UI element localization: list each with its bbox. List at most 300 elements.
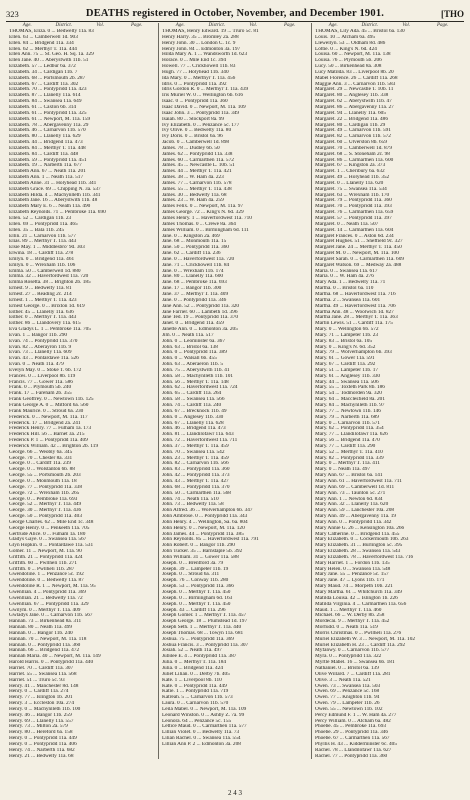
register-entry: Myrtle Mabel. 16 ... Swansea 6b. 181 (315, 660, 395, 666)
register-entry: Harriet. 51 ... Truro 5c. 93 (9, 677, 65, 683)
register-entry: Percy William. 0 ... Atcham 6a. 482 (315, 718, 391, 724)
register-entry: John. 0 ... Anglesey 11b. 330 (162, 414, 224, 420)
register-entry: Lettice Maud. 0 ... Carmarthen 11a. 577 (162, 724, 247, 730)
register-entry: THOMAS, Eliza. 0 ... Bedwelty 11a. 83 (9, 29, 94, 34)
register-entry: Mary Ann. 32 ... Llanelly 11a. 620 (315, 502, 389, 508)
register-entry: Mary Catherine. 0 ... Bridgend 11a. 455 (315, 531, 400, 537)
register-entry: Elizabeth. 19 ... Narberth 11a. 677 (9, 163, 82, 169)
register-entry: Phoebe. 67 ... Carmarthen 11a. 567 (315, 736, 390, 742)
register-entry: Mary Ann. 0 ... Pontypridd 11a. 342 (315, 519, 392, 525)
register-entry: Mary. 0 ... Wellington 6b. 572 (315, 327, 379, 333)
register-entry: Leonard Winston. 0 ... Ashby Z. 7a. 99 (162, 712, 245, 718)
register-entry: Ivy Doris. 0 ... Bristol 6a. 96 (162, 134, 223, 140)
register-entry: Mary. 62 ... Pontypridd 11a. 354 (315, 426, 384, 432)
register-entry: Mary. 71 ... Lampeter 11b. 23 (315, 332, 379, 338)
register-entry: Mary. 77 ... Newtown 11b. 146 (315, 408, 381, 414)
register-entry: Elizabeth. 57 ... Ledbur 6a. 372 (9, 64, 76, 70)
register-entry: Howell. 77 ... Crickhowell 11b. 83 (162, 64, 236, 70)
register-entry: Ellen. 62 ... Merthyr T. 11a. 444 (9, 46, 77, 52)
page-header (6, 5, 464, 19)
register-entry: John William. 31 ... Gower 11a. 588 (162, 554, 239, 560)
register-entry: Jubilee E. 4 ... Pontypridd 11a. 387 (162, 654, 237, 660)
register-entry: Margaret Frances. 0 ... Aston 6d. 234 (315, 233, 394, 239)
register-entry: Evan. 43 ... Pontardawe 11a. 526 (9, 356, 79, 362)
register-entry: Emma Rosetta. 38 ... Brighton 2b. 185 (9, 280, 91, 286)
register-entry: Mary. 83 ... Bristol 6a. 105 (315, 338, 373, 344)
register-entry: Margaret. 70 ... Camberwell 1d. 879 (315, 145, 392, 151)
register-entry: John Reynolds. 85 ... Haverfordwest 11a. 791 (162, 537, 259, 543)
register-entry: Henry. 0 ... Machynlleth 11b. 100 (9, 706, 81, 712)
register-entry: John. 62 ... Haverfordwest 11a. 724 (162, 385, 238, 391)
register-entry: George. 77 ... Pontypridd 11a. 338 (9, 484, 82, 490)
register-entry: George. 52 ... Merthyr T. 11a. 449 (9, 502, 82, 508)
register-entry: John. 50 ... Carmarthen 11a. 568 (162, 490, 231, 496)
register-entry: Josiah. 52 ... Neath 11a. 497 (162, 648, 222, 654)
register-entry: Mabel Florence. 26 ... Cardiff 11a. 268 (315, 75, 398, 81)
register-entry: George Charles. 62 ... Mile End 1c. 348 (9, 519, 94, 525)
register-entry: Mary Elizabeth. 78 ... Haverfordwest 11a. 716 (315, 554, 414, 560)
register-entry: Jane. 80 ... Llanelly 11a. 600 (162, 274, 223, 280)
register-entry: Margaret. 67 ... Kingston 2a. 373 (315, 163, 386, 169)
register-entry: Frank Maurice. 0 ... Stroud 6a. 230 (9, 408, 84, 414)
register-entry: Francis. 77 ... Gower 11a. 586 (9, 379, 73, 385)
register-entry: Ellen Ann. 75 ... St. Geo. H. Sq. 1a. 329 (9, 52, 94, 58)
register-entry: George. 72 ... Wrexham 11b. 265 (9, 490, 80, 496)
register-entry: George. 30 ... Merthyr T. 11a. 436 (9, 508, 82, 514)
page-number: 323 (6, 9, 19, 19)
register-entry: Joshua. 75 ... Pontypridd 11a. 369 (162, 636, 234, 642)
register-entry: Jim. 0 ... Neath 11a. 517 (162, 332, 214, 338)
register-entry: Jane. 68 ... Monmouth 11a. 15 (162, 239, 227, 245)
register-entry: Joseph. 39 ... Lampeter 11b. 19 (162, 566, 229, 572)
register-entry: Mary Ann. 69 ... Camberwell 1d. 811 (315, 484, 395, 490)
register-entry: Michael. 66 ... W. Derby 8b. 258 (315, 613, 385, 619)
register-entry: Mary Harriet. 1 ... Fordon 11b. 135 (315, 560, 390, 566)
register-entry: James. 62 ... Pontypridd 11a. 338 (162, 151, 233, 157)
register-entry: Ernest George. 0 ... Brixton 1d. 619 (9, 303, 85, 309)
register-entry: Margaret. 22 ... Bridgend 11a. 486 (315, 116, 388, 122)
register-entry: Elizabeth. 87 ... Llanelly 11a. 614 (9, 93, 81, 99)
register-entry: Joseph. 76 ... Conway 11b. 280 (162, 578, 229, 584)
register-entry: Hannah. 66 ... Bridgend 11a. 472 (9, 648, 80, 654)
page-footer-signature: 2 4 3 (228, 789, 242, 797)
register-entry: Jane. 71 ... Crickhowell 11b. 84 (162, 262, 230, 268)
register-entry: Margaret. 79 ... Pontypridd 11a. 360 (315, 198, 392, 204)
register-entry: Henry. 77 ... Islington 1b. 201 (9, 695, 73, 701)
register-entry: Mary. 54 ... Todmorden 9a. 320 (315, 391, 382, 397)
register-entry: John. 63 ... Bristol 6a. 138 (162, 344, 218, 350)
register-entry: Mary Jane. 47 ... Lyons 11b. 171 (315, 578, 385, 584)
register-entry: Mary Annie G. 26 ... Kensington 10a. 266 (315, 525, 405, 531)
register-entry: Julia. 0 ... Merthyr T. 11a. 184 (162, 660, 227, 666)
register-entry: Phyllis H. 43 ... Kidderminster 6c. 405 (315, 741, 397, 747)
register-entry: Joseph. 0 ... Stroud 6a. 311 (162, 572, 220, 578)
register-entry: Margaret. 70 ... Pontypridd 11a. 393 (315, 204, 392, 210)
register-entry: John. 82 ... Carnarvon 11b. 566 (162, 461, 229, 467)
register-entry: Henry. 21 ... Bedwelty 11a. 68 (9, 753, 74, 759)
heading-district: District. (55, 23, 73, 28)
register-entry: Margaret. 62 ... Aberystwith 11b. 47 (315, 99, 392, 105)
register-entry: Evan. 82 ... Aberayron 11b. 9 (9, 344, 72, 350)
register-entry: John Tucker. 35 ... Barnstaple 5b. 392 (162, 549, 243, 555)
register-entry: Louisa. 60 ... Newport, M. 11a. 138 (315, 52, 391, 58)
register-entry: Elwina. 18 ... Cardiff 11a. 278 (9, 251, 74, 257)
register-entry: James. 77 ... Carnarvon 11b. 578 (162, 180, 232, 186)
heading-page: Page. (436, 23, 449, 28)
register-entry: Martha Jane. 28 ... Merthyr T. 11a. 363 (315, 315, 398, 321)
register-entry: Mary Jane. 55 ... Penzance 5c. 157 (315, 572, 389, 578)
register-entry: James. 60 ... Carmarthen 11a. 572 (162, 157, 234, 163)
register-entry: Ellen. 52 ... Cardigan 11b. 23 (9, 216, 72, 221)
register-entry: John. 74 ... Neath 11a. 510 (162, 496, 219, 502)
register-entry: Ivy Elizabeth. 0 ... Penzance 5c. 177 (162, 122, 240, 128)
register-entry: Juliet Lilian. 0 ... Derby 7b. 405 (162, 671, 230, 677)
register-entry: Owen. 79 ... Lampeter 11b. 26 (315, 701, 380, 707)
register-entry: Mary. 52 ... Merthyr T. 11a. 410 (315, 449, 383, 455)
register-entry: James. 78 ... Dudley 6b. 50 (162, 145, 220, 151)
register-entry: Jane. 0 ... Wrexham 11b. 174 (162, 268, 224, 274)
register-entry: Esther. 86 ... Llandovery 11a. 615 (9, 321, 81, 327)
register-entry: Mary Ann. 59 ... Lanchester 10a. 208 (315, 508, 394, 514)
register-entry: Gomer. 11 ... Newport, M. 11a. 90 (9, 549, 82, 555)
register-entry: Matilda Virginia. 4 ... Carmarthen 11a. 656 (315, 601, 407, 607)
register-entry: Mary. 82 ... Pontypridd 11a. 339 (315, 455, 384, 461)
register-entry: Henry John. 84 ... Edmonton 3a. 197 (162, 46, 241, 52)
register-entry: John. 46 ... Bridgend 11a. 473 (162, 426, 226, 432)
register-entry: Ellin. 21 ... Carnarvon 11b. 577 (9, 233, 76, 239)
register-entry: Elizabeth Grace. 69 ... Chipping N. 3a. 537 (9, 186, 101, 192)
register-entry: Elizabeth. 84 ... Cardiff 11a. 448 (9, 151, 79, 157)
register-entry: Mary. 55 ... Toxteth Park 8b. 186 (315, 385, 385, 391)
register-entry: Griffith. 0 ... Pwllheli 11b. 287 (9, 566, 75, 572)
register-entry: Elizabeth. 61 ... Newport, M. 11a. 159 (9, 116, 91, 122)
register-entry: Gwenllian. 21 ... Bedwelty 11a. 72 (9, 595, 83, 601)
register-entry: John. 58 ... Machynlleth 11b. 101 (162, 373, 234, 379)
register-column (311, 23, 464, 759)
register-entry: Ellen. 63 ... Camberwell 1d. 903 (9, 34, 78, 40)
register-entry: Joseph Seth. 1 ... Merthyr T. 11a. 440 (162, 625, 242, 631)
register-entry: Margaret M. 0 ... Newport, M. 11a. 100 (315, 251, 399, 257)
register-entry: Mary. 44 ... Swansea 11a. 506 (315, 379, 379, 385)
register-entry: Hugh. 77 ... Holyhead 11b. 340 (162, 69, 229, 75)
register-entry: Mary Martha. 61 ... Whitchurch 11a. 349 (315, 590, 402, 595)
register-entry: Elizabeth Anne. 31 ... Holyhead 11b. 341 (9, 180, 97, 186)
register-entry: Elsie May. 1 ... Middlesbro' 9d. 303 (9, 245, 85, 251)
register-entry: George. 55 ... Portsmouth 2b. 203 (9, 473, 81, 479)
entry-list (9, 29, 155, 759)
register-entry: Gwenllian. 4 ... Pontypridd 11a. 369 (9, 590, 86, 595)
register-entry: Hannah Maria. 40 ... Newport, M. 11a. 149 (9, 654, 101, 660)
register-entry: Elizabeth. 44 ... Bridgend 11a. 473 (9, 140, 83, 146)
register-entry: John. 73 ... Bedwelty 11a. 58 (162, 502, 224, 508)
register-entry: Evan. 1 ... Bangor 11b. 290 (9, 332, 68, 338)
register-entry: Esther. 0 ... Merthyr T. 11a. 443 (9, 315, 77, 321)
register-entry: Margaret. 76 ... Carmarthen 11a. 659 (315, 210, 394, 216)
heading-page: Page. (283, 23, 296, 28)
register-entry: Margaret. 86 ... Abergavenny 11a. 27 (315, 104, 394, 110)
register-entry: Lilian Rachel. 0 ... Swansea 11a. 554 (162, 736, 241, 742)
register-entry: Ellen Jane. 40 ... Aberystwith 11b. 51 (9, 58, 89, 64)
register-entry: John. 0 ... Walsall 6b. 455 (162, 356, 217, 362)
register-entry: Owen. 73 ... Swansea 11a. 503 (315, 683, 381, 689)
register-entry: Elizabeth. 61 ... Caxton 6b. 314 (9, 104, 77, 110)
register-entry: Margaret. 0 ... Llanelly 11a. 620 (315, 180, 384, 186)
register-entry: John. 68 ... Pontypridd 11a. 370 (162, 484, 230, 490)
register-entry: Ivy Olive. 0 ... Bedwelty 11a. 80 (162, 128, 232, 134)
register-entry: Margaret. 49 ... Carnarvon 11b. 591 (315, 128, 391, 134)
register-entry: Henry. 46 ... Bangor 11b. 259 (9, 712, 72, 718)
register-entry: John. 58 ... Swansea 11a. 566 (162, 397, 225, 403)
register-entry: Jane Farrier. 60 ... Lambeth 1d. 396 (162, 309, 238, 315)
register-entry: James Felix. 0 ... Newport, M. 11a. 97 (162, 204, 244, 210)
register-entry: Ernest. 9 ... Bedwelty 11a. 81 (9, 286, 72, 292)
register-entry: Leila Mabel. 0 ... Newport, M. 11a. 109 (162, 706, 247, 712)
register-entry: Gwenllian. 67 ... Pontypridd 11a. 329 (9, 601, 89, 607)
register-entry: Margaret. 82 ... Carnarvon 11b. 572 (315, 134, 391, 140)
register-entry: Elizabeth Hilda. 4 ... Machynlleth 11b. 341 (9, 192, 101, 198)
register-entry: Elizabeth. 80 ... Llanelly 11a. 629 (9, 134, 81, 140)
heading-age: Age. (328, 23, 338, 28)
register-entry: Ellen. 84 ... Bridgend 11a. 334 (9, 40, 74, 46)
register-entry: John. 42 ... Pontypridd 11a. 373 (162, 473, 230, 479)
register-entry: Henry Harry. 35 ... Bromley 2a. 288 (162, 34, 239, 40)
register-entry: Olive Willard. 7 ... Cardiff 11a. 281 (315, 671, 391, 677)
register-entry: Henry. 0 ... Pontypridd 11a. 449 (9, 736, 77, 742)
header-rule (6, 21, 464, 22)
register-entry: Joseph George. 18 ... Plumstead 1d. 197 (162, 619, 248, 625)
register-entry: Jane. 37 ... Merthyr T. 11a. 409 (162, 291, 229, 297)
register-entry: Mary. 79 ... Narberth 11a. 689 (315, 414, 379, 420)
register-entry: Joseph. 53 ... Pontypridd 11a. 366 (162, 584, 234, 590)
register-entry: Louisa. 76 ... Plymouth 5b. 206 (315, 58, 382, 64)
register-entry: THOMAS, Lily Ada. 45 ... Bristol 6a. 130 (315, 29, 405, 34)
register-entry: Gwladys Jane. 0 ... Carnarvon 11b. 567 (9, 613, 93, 619)
register-columns (6, 23, 464, 759)
register-entry: Margaret. 49 ... Holyhead 11b. 352 (315, 175, 390, 181)
register-entry: Gladys Gaye. 0 ... Swansea 11a. 567 (9, 537, 87, 543)
register-entry: Kate. 1 ... Liverpool 8b. 110 (162, 677, 222, 683)
heading-district: District. (208, 23, 226, 28)
register-entry: Henry. 0 ... Pontypridd 11a. 406 (9, 741, 77, 747)
register-entry: Mary Ann. 49 ... Abergavenny 11a. 19 (315, 514, 397, 520)
register-entry: Mary Elizabeth. 31 ... Burlington 5c. 395 (315, 543, 403, 549)
register-entry: James. 23 ... W. Ham 4a. 259 (162, 198, 224, 204)
register-entry: Lottie. 0 ... King's N. 6d. 424 (315, 46, 377, 52)
register-entry: Emlyn. 0 ... Wrexham 11b. 106 (9, 262, 76, 268)
register-entry: Mordecai. 9 ... Merthyr T. 11a. 452 (315, 619, 390, 625)
register-entry: James. 30 ... Bedwelty 11a. 68 (162, 192, 227, 198)
register-entry: Elizabeth. 61 ... Pontypridd 11a. 325 (9, 110, 87, 116)
register-entry: George. 0 ... Cardiff 11a. 239 (9, 461, 71, 467)
register-entry: Margaret. 75 ... Swansea 11a. 534 (315, 186, 387, 192)
register-entry: Margaret. 80 ... Cardigan 11b. 29 (315, 122, 386, 128)
register-entry: Margaret Watson. 69 ... Medway 2a. 488 (315, 262, 402, 268)
register-entry: Rachel. 77 ... Pontypridd 11a. 360 (315, 753, 388, 759)
register-entry: John. 65 ... Cardiff 11a. 264 (162, 391, 222, 397)
register-entry: Isaac David. 0 ... Newport, M. 11a. 109 (162, 104, 246, 110)
register-entry: Gwendoline R. 1 ... Newport, M. 11a. 95 (9, 584, 96, 590)
heading-vol: Vol. (402, 23, 411, 28)
register-entry: Henry. 0 ... Cardiff 11a. 274 (9, 689, 69, 695)
register-entry: Emma. 32 ... Haverfordwest 11a. 720 (9, 274, 89, 280)
register-entry: Jane. 0 ... Haverfordwest 11a. 720 (162, 256, 235, 262)
register-entry: Martha. 2 ... Swansea 11a. 601 (315, 297, 381, 303)
register-entry: Mary. 61 ... Anglesey 11b. 330 (315, 373, 381, 379)
register-entry: George Henry. 0 ... Penkeeth 11a. 705 (9, 525, 90, 531)
register-entry: Leonora. 64 ... Penzance 5c. 155 (162, 718, 232, 724)
register-entry: Margaret. 29 ... Newcastle T. 10b. 11 (315, 87, 394, 93)
register-entry: Owen. 55 ... Newtown 11b. 102 (315, 706, 383, 712)
register-entry: Elizabeth. 70 ... Pontypridd 11a. 423 (9, 87, 87, 93)
register-entry: John. 81 ... Llandilofawr 11a. 643 (162, 432, 234, 438)
register-entry: Elizabeth. 67 ... Cardiff 11a. 302 (9, 81, 79, 87)
register-entry: Laura. 0 ... Carnarvon 11b. 570 (162, 701, 229, 707)
register-entry: Frederick William. 42 ... Brighton 2b. 119 (9, 443, 99, 449)
entry-list (162, 29, 308, 748)
register-entry: Mary. 0 ... King's N. 6d. 352 (315, 344, 376, 350)
register-entry: Maria. 0 ... Swansea 11a. 617 (315, 268, 378, 274)
register-entry: Jane. 62 ... Cardiff 11a. 236 (162, 251, 221, 257)
register-entry: Percy Edmund F. 1 ... W. Ham 4a. 277 (315, 712, 397, 718)
register-entry: Mary. 0 ... Merthyr T. 11a. 411 (315, 461, 380, 467)
register-entry: Myra. 0 ... Pontypridd 11a. 322 (315, 654, 382, 660)
register-entry: James Thomas. 0 ... Crewe 8a. 364 (162, 221, 236, 227)
register-entry: Mary. 51 ... Lampeter 11b. 17 (315, 367, 379, 373)
register-entry: Margaret. 57 ... Pontypridd 11a. 397 (315, 216, 392, 221)
register-entry: Frederick P. 1 ... Pontypridd 11a. 409 (9, 438, 88, 444)
register-entry: Elizabeth Jane. 16 ... Aberystwith 11b. 48 (9, 198, 98, 204)
register-entry: Elizabeth. 34 ... Cardigan 11b. 7 (9, 69, 78, 75)
register-entry: Margaret. 14 ... Carmarthen 11a. 604 (315, 227, 394, 233)
register-entry: Evan. 74 ... Pontypridd 11a. 370 (9, 338, 78, 344)
register-entry: James George. 72 ... King's N. 6d. 329 (162, 210, 244, 216)
register-entry: Mary Ann. 67 ... Bristol 6a. 141 (315, 473, 383, 479)
register-entry: Matilda Louisa. 42 ... Islington 1b. 226 (315, 595, 398, 601)
register-entry: Jane. 17 ... Bangor 11b. 300 (162, 286, 222, 292)
register-entry: Elizabeth Ann. 67 ... Neath 11a. 201 (9, 169, 86, 175)
register-entry: George. 66 ... Weobly 6a. 345 (9, 449, 73, 455)
register-entry: George. 0 ... Wolstanton 6b. 88 (9, 467, 75, 473)
heading-vol: Vol. (96, 23, 105, 28)
register-entry: Joseph. 0 ... Birmingham 6d. 163 (162, 595, 233, 601)
register-entry: John. 0 ... Pontypridd 11a. 389 (162, 350, 227, 356)
heading-age: Age. (175, 23, 185, 28)
register-entry: Griffith. 60 ... Pwllheli 11b. 271 (9, 560, 77, 566)
register-entry: Frank. 0 ... Plymouth 5b. 240 (9, 385, 72, 391)
register-entry: Henry. 73 ... Milton 2a. 579 (9, 724, 68, 730)
register-entry: Isaac John. 3 ... Pontypridd 11a. 349 (162, 110, 240, 116)
register-entry: Julia. 0 ... Bridgend 11a. 424 (162, 665, 224, 671)
register-entry: Jacob. 0 ... Camberwell 1d. 898 (162, 140, 230, 146)
register-entry: Harriet. 55 ... Swansea 11a. 568 (9, 671, 77, 677)
register-entry: John. 43 ... Merthyr T. 11a. 427 (162, 478, 229, 484)
register-entry: Phoebe. 29 ... Pontypridd 11a. 346 (315, 730, 389, 736)
register-entry: Margaret. 94 ... Llanelly 11a. 605 (315, 110, 386, 116)
surname-tab: [THO (440, 9, 464, 19)
register-entry: James. 45 ... Newcastle L. 10b. 51 (162, 163, 235, 169)
register-entry: John Robert. 0 ... Bangor 11b. 290 (162, 543, 235, 549)
register-entry: Maggie Ann. 3 ... Carnarvon 11b. 583 (315, 81, 396, 87)
register-entry: Ernest. 27 ... Reading 2c. 214 (9, 291, 72, 297)
register-entry: James William. 0 ... Birmingham 6d. 111 (162, 227, 249, 233)
register-entry: Frank. 17 ... Fareham 2b. 355 (9, 391, 72, 397)
register-entry: Mary Elizabeth. 0 ... Cockermouth 10b. 263 (315, 537, 409, 543)
register-entry: George. 0 ... Monmouth 11a. 18 (9, 478, 77, 484)
register-entry: Henry. 3 ... Eccleston 10a. 274 (9, 701, 74, 707)
register-entry: Margaret. 86 ... Carmarthen 11a. 600 (315, 157, 394, 163)
heading-district: District. (361, 23, 379, 28)
register-entry: Margaret. 63 ... Wrexham 11b. 170 (315, 192, 390, 198)
register-entry: Margaret Jane. 24 ... Merthyr T. 11a. 450 (315, 245, 402, 251)
register-entry: Henry. 80 ... Hereford 6a. 158 (9, 730, 73, 736)
register-entry: John. 70 ... Swansea 11a. 542 (162, 449, 225, 455)
register-entry: James. 55 ... Merthyr T. 11a. 438 (162, 186, 232, 192)
register-entry: Gertrude Alice. 0 ... Fulham 1a. 180 (9, 531, 86, 537)
register-entry: Kate. 0 ... Pontypridd 11a. 449 (162, 683, 227, 689)
register-entry: Elizabeth. 78 ... Abergavenny 11a. 29 (9, 122, 89, 128)
register-entry: Glyn Hopkin. 0 ... Pontardawe 11a. 531 (9, 543, 94, 549)
register-entry: Gwilym. 0 ... Merthyr T. 11a. 409 (9, 607, 81, 613)
register-entry: Nathaniel. 0 ... Bristol 6a. 139 (315, 665, 379, 671)
register-entry: Mary Ann. 1 ... Newton 6d. 834 (315, 496, 383, 502)
register-entry: Frances. 0 ... Liverpool 8b. 119 (9, 373, 76, 379)
register-column (6, 23, 158, 759)
register-entry: Mary. 0 ... Neath 11a. 497 (315, 467, 371, 473)
register-entry: Lucy. 50 ... Birkenhead 8a. 308 (315, 64, 382, 70)
register-entry: John Alfred. 36 ... Wolverhampton 6b. 347 (162, 508, 253, 514)
register-entry: Joseph. 0 ... Merthyr T. 11a. 450 (162, 601, 231, 607)
register-entry: Maria. 0 ... W. Ham 4a. 276 (315, 274, 374, 280)
register-entry: Owen. 69 ... Penzance 5c. 168 (315, 689, 380, 695)
register-entry: Henry. 74 ... Narberth 11a. 682 (9, 747, 75, 753)
register-entry: Maud. 1 ... Merthyr T. 11a. 460 (315, 607, 382, 613)
register-entry: Henry. 41 ... Manchester 8d. 148 (9, 683, 79, 689)
register-entry: Margaret Sarah. 0 ... Carmarthen 11a. 609 (315, 256, 404, 262)
register-entry: Isaac. 0 ... Pontypridd 11a. 360 (162, 99, 228, 105)
register-entry: John. 67 ... Brecknock 11b. 49 (162, 408, 227, 414)
register-entry: Jane. 0 ... Kingston 2a. 469 (162, 233, 220, 239)
register-entry: Margaret. 0 ... Neath 11a. 507 (315, 221, 379, 227)
register-entry: Joshua Francis. 3 ... Pontypridd 11a. 307 (162, 642, 249, 648)
register-entry: Jane. 68 ... Pembroke 11a. 693 (162, 280, 227, 286)
register-entry: Martha Ann. 48 ... Woolwich 1d. 827 (315, 309, 394, 315)
register-entry: John. 63 ... Aberaeron 11b. 5 (162, 362, 224, 368)
register-entry: Ellen. 35 ... Bala 11b. 245 (9, 227, 65, 233)
register-entry: Muriel Elizabeth H. 23 ... Cardiff 11a. 292 (315, 642, 406, 648)
register-entry: Ida Mary. 0 ... Merthyr T. 11a. 456 (162, 75, 236, 81)
register-entry: Mary. 77 ... Llandilofawr 11a. 626 (315, 432, 388, 438)
register-entry: Ellen. 69 ... Pontypridd 11a. 465 (9, 221, 78, 227)
register-entry: Mary Ann. 61 ... Haverfordwest 11a. 711 (315, 478, 402, 484)
register-entry: Elizabeth. 46 ... Carnarvon 11b. 570 (9, 128, 86, 134)
register-entry: Evelyn May. 0 ... Stoke T. 6b. 172 (9, 367, 82, 373)
register-entry: Elizabeth. 84 ... Swansea 11a. 649 (9, 99, 82, 105)
register-entry: Elias. 89 ... Merthyr T. 11a. 443 (9, 239, 77, 245)
register-entry: Ernest. 1 ... Merthyr T. 11a. 423 (9, 297, 77, 303)
register-entry: George. 50 ... Pontypridd 11a. 403 (9, 514, 82, 520)
register-entry: Mary. 84 ... Machynlleth 11b. 97 (315, 403, 385, 408)
register-entry: Hannah. 70 ... Newport, M. 11a. 118 (9, 636, 87, 642)
register-entry: John. 83 ... Pontypridd 11a. 360 (162, 467, 230, 473)
register-entry: Mary. 64 ... Macclesfield 8a. 201 (315, 397, 385, 403)
register-entry: Mary. 79 ... Wolverhampton 6b. 393 (315, 350, 392, 356)
register-entry: Olive. 3 ... Neath 11a. 521 (315, 677, 371, 683)
register-entry: Jane. 50 ... Pontypridd 11a. 360 (162, 245, 229, 251)
register-entry: Joseph. 43 ... Cardiff 11a. 296 (162, 607, 226, 613)
register-entry: Emlyn. 0 ... Bridgend 11a. 461 (9, 256, 75, 262)
register-entry: Mary Ada. 1 ... Bedwelty 11a. 71 (315, 280, 386, 286)
register-entry: Janette Ann. 0 ... Edmonton 3a. 205 (162, 327, 238, 333)
